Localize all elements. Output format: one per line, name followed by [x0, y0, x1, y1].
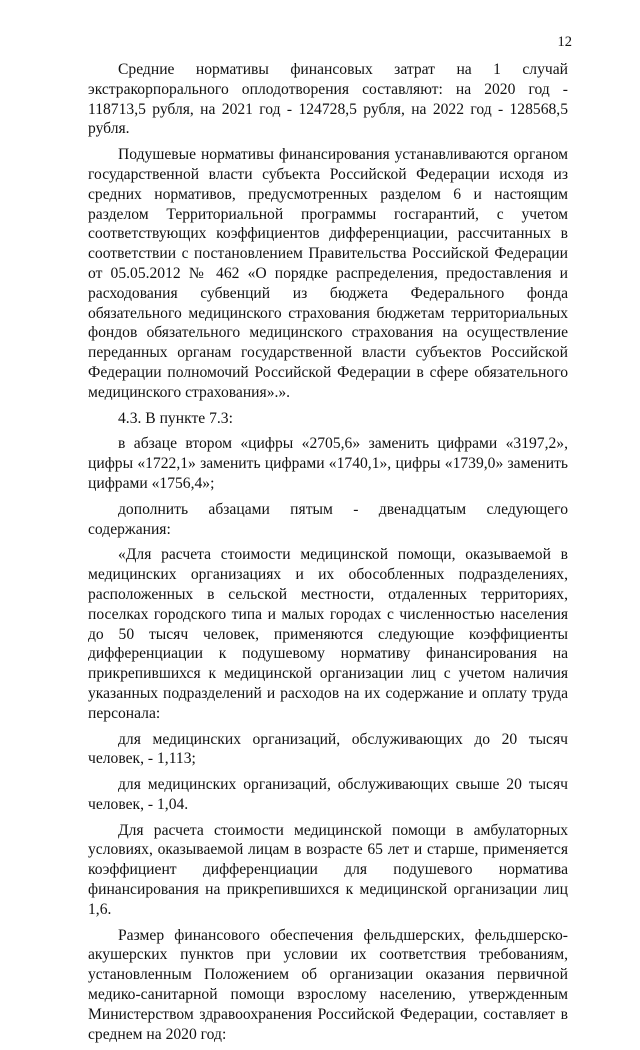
paragraph-clause-4-3: 4.3. В пункте 7.3:: [118, 409, 233, 427]
paragraph-coefficient-under-20k: для медицинских организаций, обслуживающих до 20 тысяч человек, - 1,113;: [88, 730, 568, 768]
paragraph-ivf-cost-norms: Средние нормативы финансовых затрат на 1 случай экстракорпорального оплодотворения составляют: на 2020 год - 118713,5 рубля, на 2021 год - 124728,5 рубля, на 2022 год - 128568,5 рубля.: [88, 61, 568, 138]
document-body: [88, 60, 568, 1050]
page-number: 12: [557, 34, 572, 50]
paragraph-add-subparagraphs: дополнить абзацами пятым - двенадцатым следующего содержания:: [88, 500, 568, 538]
paragraph-rural-coefficients: «Для расчета стоимости медицинской помощи, оказываемой в медицинских организациях и их обособленных подразделениях, расположенных в сельской местности, отдаленных территориях, поселках городского типа и малых городах с численностью населения до 50 тысяч человек, применяются следующие коэффициенты дифференциации к подушевому нормативу финансирования на прикрепившихся к медицинской организации лиц с учетом наличия указанных подразделений и расходов на их содержание и оплату труда персонала:: [88, 546, 568, 722]
paragraph-feldsher-posts-funding: Размер финансового обеспечения фельдшерских, фельдшерско-акушерских пунктов при условии их соответствия требованиям, установленным Положением об организации оказания первичной медико-санитарной помощи взрослому населению, утвержденным Министерством здравоохранения Российской Федерации, составляет в среднем на 2020 год:: [88, 926, 568, 1043]
paragraph-replace-figures: в абзаце втором «цифры «2705,6» заменить цифрами «3197,2», цифры «1722,1» заменить цифрами «1740,1», цифры «1739,0» заменить цифрами «1756,4»;: [88, 435, 568, 492]
paragraph-elderly-coefficient: Для расчета стоимости медицинской помощи в амбулаторных условиях, оказываемой лицам в возрасте 65 лет и старше, применяется коэффициент дифференциации для подушевого норматива финансирования на прикрепившихся к медицинской организации лиц 1,6.: [88, 821, 568, 918]
paragraph-per-capita-norms: Подушевые нормативы финансирования устанавливаются органом государственной власти субъекта Российской Федерации исходя из средних нормативов, предусмотренных разделом 6 и настоящим разделом Территориальной программы госгарантий, с учетом соответствующих коэффициентов дифференциации, рассчитанных в соответствии с постановлением Правительства Российской Федерации от 05.05.2012 № 462 «О порядке распределения, предоставления и расходования субвенций из бюджета Федерального фонда обязательного медицинского страхования бюджетам территориальных фондов обязательного медицинского страхования на осуществление переданных органам государственной власти субъектов Российской Федерации полномочий Российской Федерации в сфере обязательного медицинского страхования».».: [88, 146, 568, 401]
paragraph-coefficient-over-20k: для медицинских организаций, обслуживающих свыше 20 тысяч человек, - 1,04.: [88, 776, 568, 813]
